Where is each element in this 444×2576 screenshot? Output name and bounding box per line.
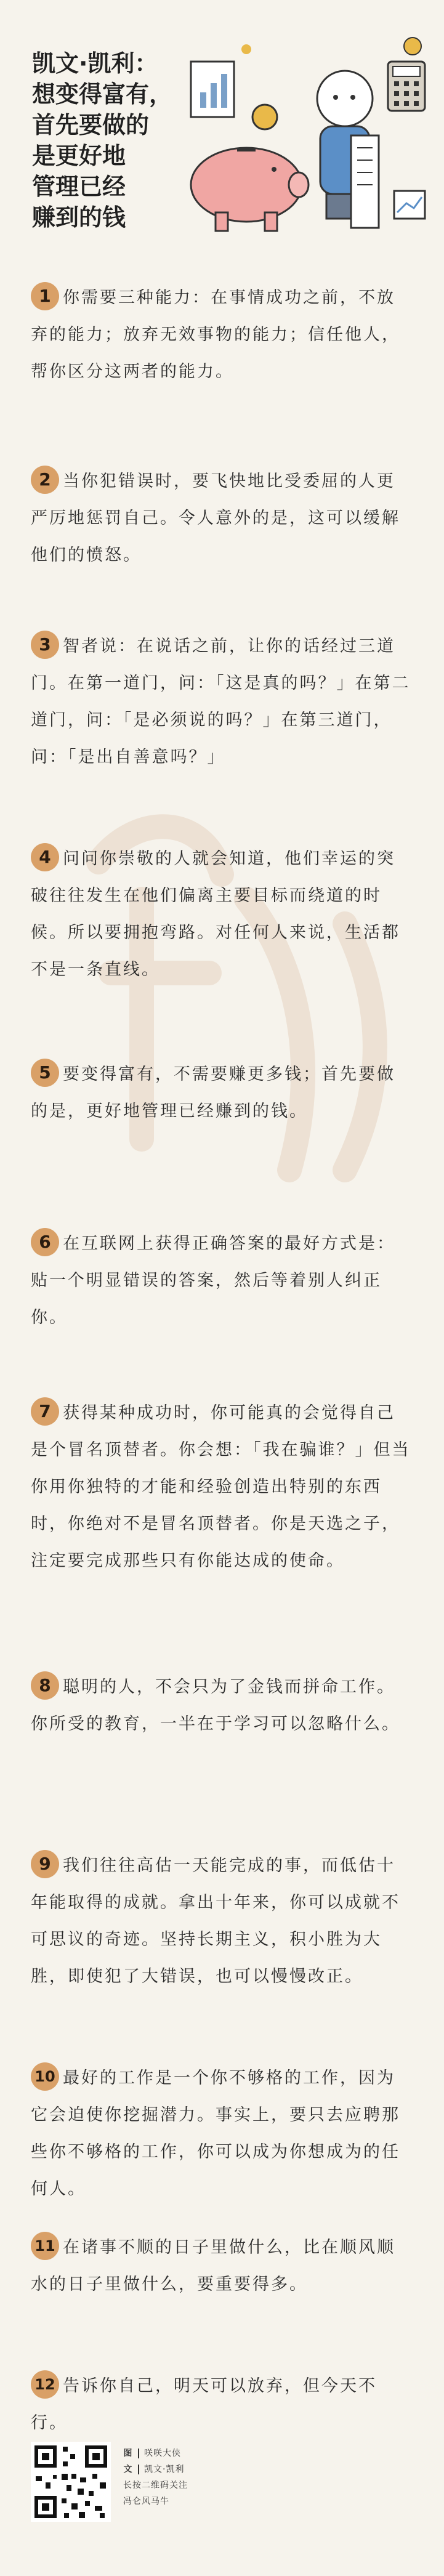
- item-text: 问问你崇敬的人就会知道，他们幸运的突破往往发生在他们偏离主要目标而绕道的时候。所以要拥抱弯路。对任何人来说，生活都不是一条直线。: [31, 849, 400, 979]
- header: [0, 0, 444, 259]
- item-number-badge: 1: [31, 282, 59, 310]
- item-text: 你需要三种能力：在事情成功之前，不放弃的能力；放弃无效事物的能力；信任他人，帮你区分这两者的能力。: [31, 288, 400, 381]
- divider: [138, 2465, 139, 2474]
- credit-image-row: [123, 2445, 188, 2461]
- item-number-badge: 9: [31, 1850, 59, 1878]
- title-line: 赚到的钱: [32, 204, 126, 231]
- title-line: 首先要做的: [32, 111, 150, 139]
- item-number-badge: 2: [31, 466, 59, 494]
- title-line: 是更好地: [32, 142, 126, 169]
- piggy-bank-icon: [191, 148, 309, 231]
- list-item: [31, 1395, 413, 1580]
- item-text: 要变得富有，不需要赚更多钱；首先要做的是，更好地管理已经赚到的钱。: [31, 1065, 395, 1121]
- credit-tag: 图: [123, 2449, 133, 2458]
- item-text: 告诉你自己，明天可以放弃，但今天不行。: [31, 2376, 377, 2433]
- item-text: 在互联网上获得正确答案的最好方式是：贴一个明显错误的答案，然后等着别人纠正你。: [31, 1234, 395, 1327]
- list-item: [31, 2368, 413, 2442]
- item-number-badge: 6: [31, 1228, 59, 1256]
- item-number-badge: 5: [31, 1059, 59, 1087]
- chart-icon: [394, 191, 425, 219]
- item-text: 我们往往高估一天能完成的事，而低估十年能取得的成就。拿出十年来，你可以成就不可思议的奇迹。坚持长期主义，积小胜为大胜，即使犯了大错误，也可以慢慢改正。: [31, 1856, 400, 1986]
- list-item: [31, 2060, 413, 2208]
- watermark-illustration: [0, 739, 444, 1293]
- account-line: [123, 2493, 188, 2509]
- item-number-badge: 8: [31, 1671, 59, 1700]
- list-item: [31, 1225, 413, 1336]
- title-line: 管理已经: [32, 173, 126, 200]
- account-name: 冯仑风马牛: [123, 2497, 169, 2506]
- footer-credits: [123, 2445, 188, 2509]
- title-line: 想变得富有，: [32, 81, 173, 108]
- item-text: 最好的工作是一个你不够格的工作，因为它会迫使你挖掘潜力。事实上，要只去应聘那些你不够格的工作，你可以成为你想成为的任何人。: [31, 2069, 400, 2198]
- item-text: 当你犯错误时，要飞快地比受委屈的人更严厉地惩罚自己。令人意外的是，这可以缓解他们的愤怒。: [31, 472, 400, 565]
- item-text: 获得某种成功时，你可能真的会觉得自己是个冒名顶替者。你会想：「我在骗谁？」但当你用你独特的才能和经验创造出特别的东西时，你绝对不是冒名顶替者。你是天选之子，注定要完成那些只有你能达成的使命。: [31, 1403, 411, 1570]
- title-line: 凯文·凯利：: [32, 50, 158, 77]
- list-item: [31, 280, 413, 390]
- list-item: [31, 1847, 413, 1995]
- item-text: 智者说：在说话之前，让你的话经过三道门。在第一道门，问：「这是真的吗？」在第二道门，问：「是必须说的吗？」在第三道门，问：「是出自善意吗？」: [31, 637, 411, 767]
- list-item: [31, 1056, 413, 1130]
- text-credit: 凯文·凯利: [144, 2465, 185, 2474]
- chart-icon: [191, 62, 234, 117]
- qr-code-icon[interactable]: [31, 2442, 111, 2522]
- receipt-icon: [351, 135, 379, 228]
- item-text: 在诸事不顺的日子里做什么，比在顺风顺水的日子里做什么，要重要得多。: [31, 2238, 395, 2294]
- list-item: [31, 2229, 413, 2303]
- item-number-badge: 7: [31, 1397, 59, 1426]
- list-item: [31, 841, 413, 988]
- image-credit: 咲咲大侠: [144, 2449, 181, 2458]
- credit-text-row: [123, 2461, 188, 2477]
- item-number-badge: 3: [31, 631, 59, 659]
- follow-line: [123, 2477, 188, 2493]
- item-number-badge: 11: [31, 2232, 59, 2260]
- item-number-badge: 4: [31, 843, 59, 871]
- header-illustration: [166, 25, 437, 246]
- divider: [138, 2449, 139, 2458]
- list-item: [31, 1669, 413, 1743]
- calculator-icon: [388, 62, 425, 111]
- footer: [31, 2442, 277, 2540]
- list-item: [31, 628, 413, 776]
- credit-tag: 文: [123, 2465, 133, 2474]
- item-number-badge: 12: [31, 2370, 59, 2399]
- item-number-badge: 10: [31, 2062, 59, 2091]
- follow-text: 长按二维码关注: [123, 2481, 188, 2490]
- item-text: 聪明的人，不会只为了金钱而拼命工作。你所受的教育，一半在于学习可以忽略什么。: [31, 1678, 400, 1734]
- list-item: [31, 463, 413, 574]
